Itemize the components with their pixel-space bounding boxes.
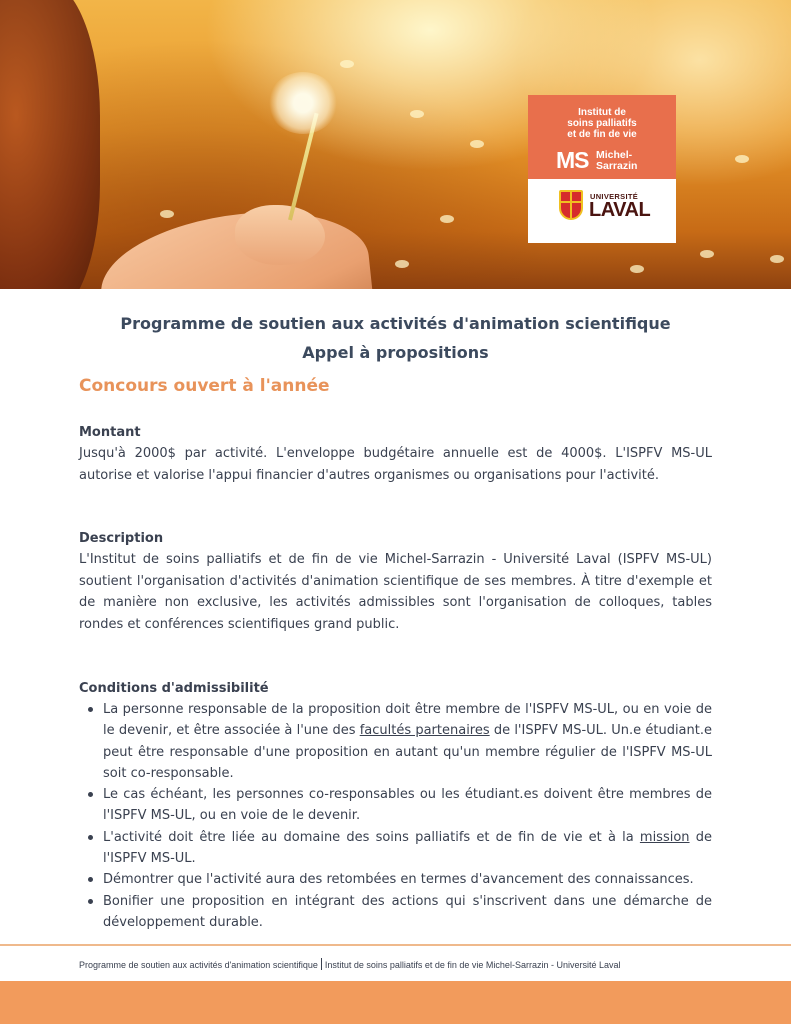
seed-particle	[440, 215, 454, 223]
mission-link[interactable]: mission	[639, 829, 690, 845]
footer-institute-name: Institut de soins palliatifs et de fin de vie Michel-Sarrazin - Université Laval	[324, 960, 621, 970]
seed-particle	[770, 255, 784, 263]
university-shield-icon	[559, 190, 583, 220]
logo-ms-name-line1: Michel-	[596, 149, 633, 161]
list-item: Bonifier une proposition en intégrant des actions qui s'inscrivent dans une démarche de développement durable.	[79, 891, 712, 934]
logo-ms-name-line2: Sarrazin	[596, 160, 638, 172]
arm-shape	[94, 201, 375, 289]
seed-particle	[410, 110, 424, 118]
footer-separator	[321, 958, 322, 970]
seed-particle	[395, 260, 409, 268]
seed-particle	[700, 250, 714, 258]
list-item: Le cas échéant, les personnes co-responsables ou les étudiant.es doivent être membres de l'ISPFV MS-UL, ou en voie de le devenir.	[79, 784, 712, 827]
section-subtitle: Concours ouvert à l'année	[79, 376, 330, 396]
conditions-list	[79, 699, 712, 933]
seed-particle	[470, 140, 484, 148]
footer-text	[79, 958, 712, 970]
logo-institute-line2: soins palliatifs	[567, 118, 637, 129]
logo-ms-mark: MS	[556, 147, 589, 173]
hand-shape	[235, 205, 325, 265]
footer-program-name: Programme de soutien aux activités d'animation scientifique	[79, 960, 318, 970]
list-item: Démontrer que l'activité aura des retombées en termes d'avancement des connaissances.	[79, 869, 712, 890]
ispfv-ms-ul-logo	[528, 95, 676, 243]
facultes-partenaires-link[interactable]: facultés partenaires	[359, 723, 490, 739]
page-title: Programme de soutien aux activités d'animation scientifique	[120, 314, 671, 333]
footer-band	[0, 981, 791, 1024]
list-item: L'activité doit être liée au domaine des soins palliatifs et de fin de vie et à la mission de l'ISPFV MS-UL.	[79, 827, 712, 870]
logo-university-label: UNIVERSITÉ	[590, 192, 639, 201]
seed-particle	[630, 265, 644, 273]
logo-institute-line1: Institut de	[578, 107, 626, 118]
montant-text: Jusqu'à 2000$ par activité. L'enveloppe budgétaire annuelle est de 4000$. L'ISPFV MS-UL autorise et valorise l'appui financier d'autres organismes ou organisations pour l'activité.	[79, 446, 712, 483]
seed-particle	[160, 210, 174, 218]
description-heading: Description	[79, 531, 164, 546]
footer-divider	[0, 944, 791, 946]
logo-institute-line3: et de fin de vie	[567, 129, 637, 140]
dandelion-puff	[268, 72, 338, 134]
page-title-line2: Appel à propositions	[302, 343, 489, 362]
montant-heading: Montant	[79, 425, 141, 440]
description-text: L'Institut de soins palliatifs et de fin de vie Michel-Sarrazin - Université Laval (ISPFV MS-UL) soutient l'organisation d'activités d'animation scientifique de ses membres. À titre d'exemple et de manière non exclusive, les activités admissibles sont l'organisation de colloques, tables rondes et conférences scientifiques grand public.	[79, 552, 712, 632]
hero-image	[0, 0, 791, 289]
hair-shape	[0, 0, 100, 289]
list-item: La personne responsable de la proposition doit être membre de l'ISPFV MS-UL, ou en voie de le devenir, et être associée à l'une des facultés partenaires de l'ISPFV MS-UL. Un.e étudiant.e peut être responsable d'une proposition en autant qu'un membre régulier de l'ISPFV MS-UL soit co-responsable.	[79, 699, 712, 784]
seed-particle	[340, 60, 354, 68]
logo-institute-block	[528, 95, 676, 179]
seed-particle	[735, 155, 749, 163]
conditions-heading: Conditions d'admissibilité	[79, 681, 269, 696]
logo-university-name: LAVAL	[589, 199, 651, 221]
